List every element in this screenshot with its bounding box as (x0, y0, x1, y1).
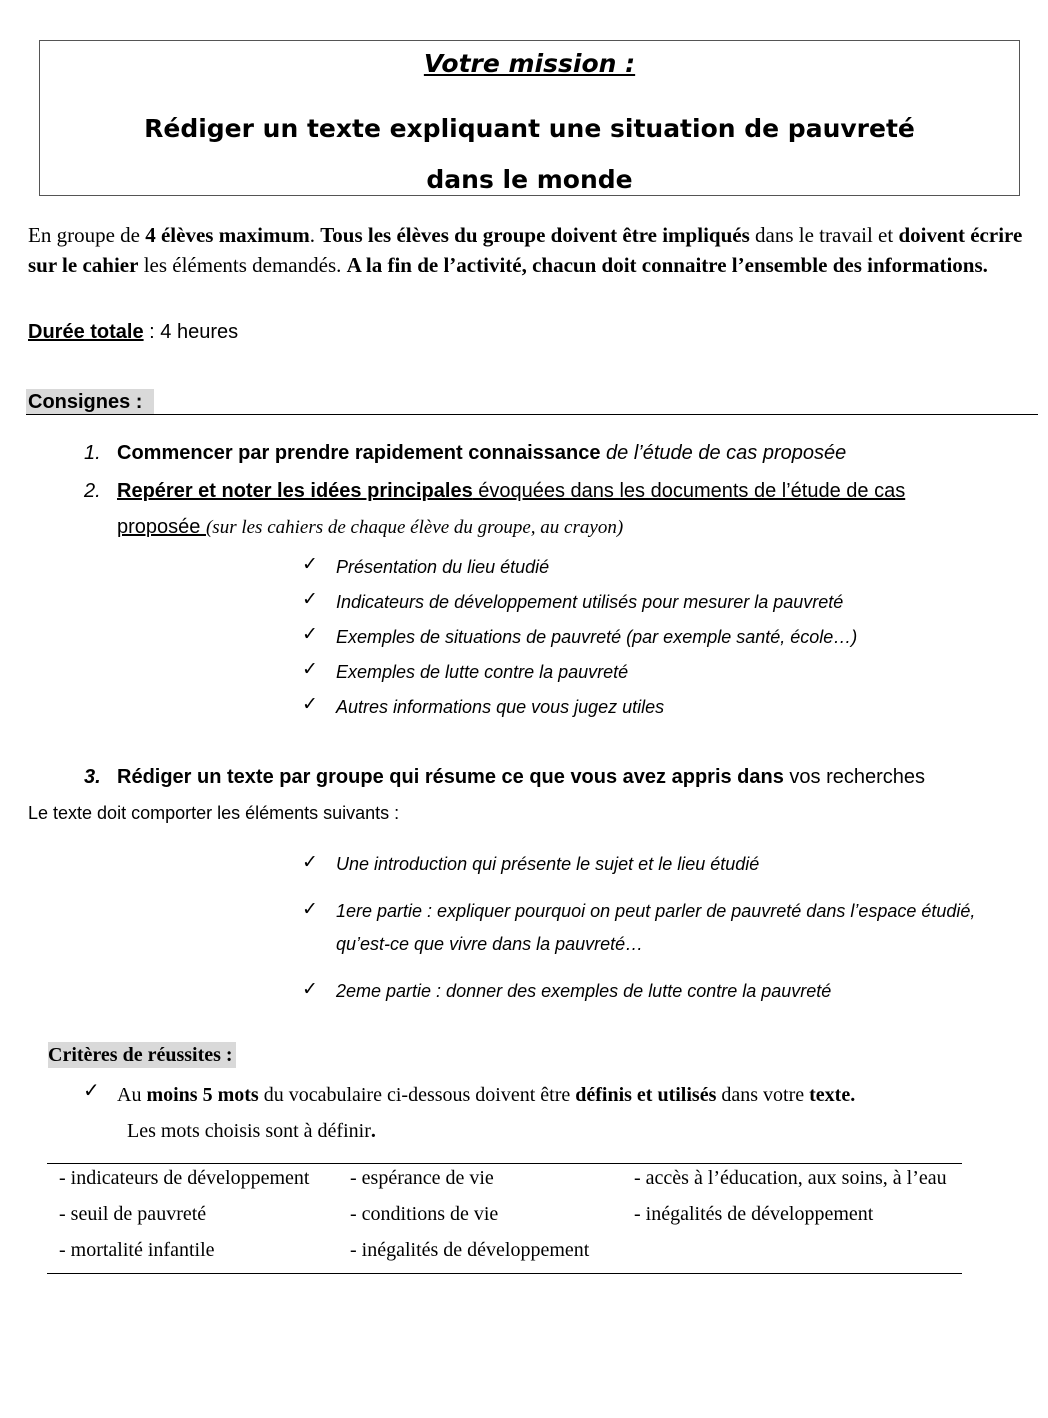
checkmark-icon: ✓ (302, 554, 318, 575)
step-number: 3. (84, 766, 101, 788)
vocabulary-term: - accès à l’éducation, aux soins, à l’eau (634, 1167, 947, 1189)
vocabulary-term: - indicateurs de développement (59, 1167, 310, 1189)
list-item-text: Autres informations que vous jugez utiles (336, 697, 665, 717)
checkmark-icon: ✓ (302, 899, 318, 920)
step-text (117, 480, 905, 503)
checklist-documents (302, 554, 858, 730)
vocabulary-term: - mortalité infantile (59, 1239, 215, 1261)
checkmark-icon: ✓ (302, 694, 318, 715)
mission-subtitle-line-2: dans le monde (426, 165, 633, 194)
vocabulary-column-1 (59, 1164, 309, 1272)
step-underlined: évoquées dans les documents de l’étude de cas (472, 480, 906, 502)
step-number: 2. (84, 480, 101, 502)
list-item-text: Exemples de lutte contre la pauvreté (336, 662, 629, 682)
vocabulary-column-3 (634, 1164, 947, 1236)
list-item (302, 975, 976, 1008)
criteria-part: du vocabulaire ci-dessous doivent être (258, 1084, 576, 1106)
intro-bold-write: doivent écrire sur le cahier (28, 223, 1023, 277)
intro-bold-max: 4 élèves maximum (145, 223, 310, 247)
list-item (302, 895, 976, 961)
checkmark-icon: ✓ (302, 589, 318, 610)
section-divider (26, 414, 1038, 415)
duration-value: : 4 heures (143, 321, 239, 343)
mission-title: Votre mission : (423, 49, 636, 78)
intro-text: les éléments demandés. (138, 253, 347, 277)
vocabulary-term: - conditions de vie (350, 1203, 499, 1225)
list-item (302, 694, 857, 730)
mission-subtitle-line-1: Rédiger un texte expliquant une situation de pauvreté (144, 114, 915, 143)
criteria-bold: texte (809, 1084, 851, 1106)
criteria-part: dans votre (716, 1084, 810, 1106)
vocabulary-term: - inégalités de développement (350, 1239, 590, 1261)
checkmark-icon: ✓ (83, 1080, 100, 1102)
step-2-continuation (117, 516, 1017, 539)
step-underlined: proposée (117, 516, 206, 538)
list-item (302, 554, 857, 590)
list-item-text: Une introduction qui présente le sujet et le lieu étudié (336, 854, 760, 874)
criteria-text (117, 1077, 877, 1149)
criteria-bold: . (370, 1120, 376, 1142)
list-item-text: 1ere partie : expliquer pourquoi on peut parler de pauvreté dans l’espace étudié, qu’est-ce que vivre dans la pauvreté… (336, 901, 976, 954)
intro-text: dans le travail et (749, 223, 899, 247)
list-item (302, 624, 858, 660)
criteria-bold: définis et utilisés (575, 1084, 717, 1106)
step-plain: vos recherches (783, 766, 926, 788)
intro-text: En groupe de (28, 223, 146, 247)
step-bold: Rédiger un texte par groupe qui résume ce que vous avez appris dans (117, 766, 784, 788)
list-item-text: 2eme partie : donner des exemples de lutte contre la pauvreté (336, 981, 832, 1001)
checkmark-icon: ✓ (302, 979, 318, 1000)
text-requirements-intro: Le texte doit comporter les éléments suivants : (28, 803, 400, 823)
vocabulary-table (47, 1163, 962, 1274)
list-item (302, 589, 857, 625)
duration (28, 321, 238, 344)
intro-text: . (309, 223, 321, 247)
list-item (302, 848, 976, 881)
list-item-text: Présentation du lieu étudié (336, 557, 550, 577)
checkmark-icon: ✓ (302, 624, 318, 645)
intro-paragraph (28, 220, 1038, 280)
criteria-bold: . (850, 1084, 856, 1106)
vocabulary-term: - inégalités de développement (634, 1203, 874, 1225)
vocabulary-term: - espérance de vie (350, 1167, 494, 1189)
step-note: (sur les cahiers de chaque élève du groupe, au crayon) (205, 517, 624, 538)
intro-bold-involved: Tous les élèves du groupe doivent être impliqués (320, 223, 750, 247)
consignes-header: Consignes : (26, 389, 154, 415)
intro-bold-end: A la fin de l’activité, chacun doit connaitre l’ensemble des informations. (346, 253, 988, 277)
duration-label: Durée totale (28, 321, 144, 343)
step-text (117, 442, 846, 465)
checkmark-icon: ✓ (302, 659, 318, 680)
vocabulary-column-2 (350, 1164, 589, 1272)
step-text (117, 766, 925, 789)
mission-box (39, 40, 1020, 196)
criteria-part: Les mots choisis sont à définir (117, 1120, 371, 1142)
checkmark-icon: ✓ (302, 852, 318, 873)
list-item-text: Indicateurs de développement utilisés pour mesurer la pauvreté (336, 592, 844, 612)
list-item-text: Exemples de situations de pauvreté (par exemple santé, école…) (336, 627, 858, 647)
criteria-bold: moins 5 mots (146, 1084, 259, 1106)
criteria-part: Au (117, 1084, 147, 1106)
step-bold: Commencer par prendre rapidement connaissance (117, 442, 601, 464)
list-item (302, 659, 857, 695)
criteria-header: Critères de réussites : (48, 1042, 236, 1068)
step-italic: de l’étude de cas proposée (600, 442, 847, 464)
step-number: 1. (84, 442, 101, 464)
step-bold: Repérer et noter les idées principales (117, 480, 473, 502)
vocabulary-term: - seuil de pauvreté (59, 1203, 207, 1225)
checklist-text-structure (302, 848, 976, 1022)
